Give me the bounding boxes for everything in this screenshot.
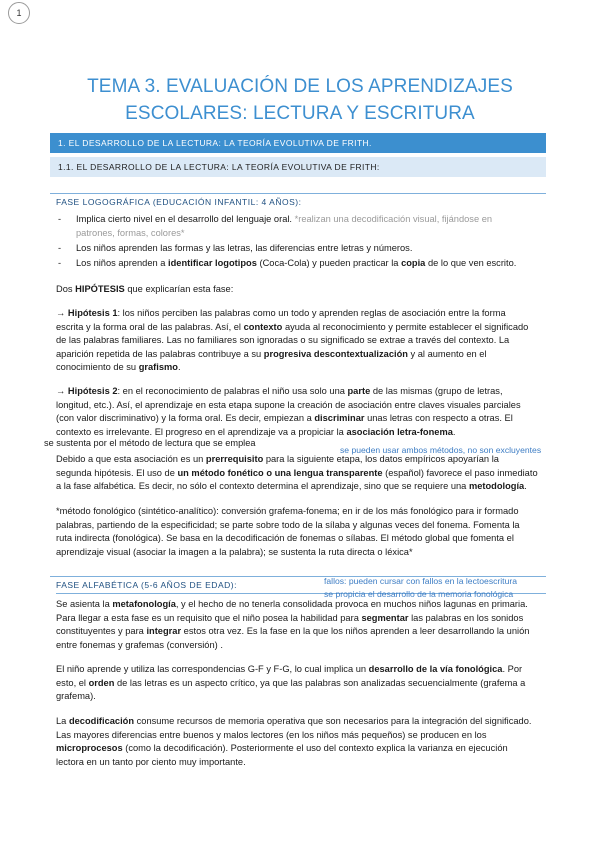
- p5-line-3: [56, 625, 544, 639]
- hip1-line-2-a: escrita y la forma oral de las palabras. Así, el: [56, 321, 241, 332]
- hip2-line-4-bold: asociación letra-fonema: [346, 426, 453, 437]
- hip1-label: Hipótesis 1: [67, 308, 118, 318]
- hip1-line-5-a: conocimiento de su: [56, 362, 137, 373]
- p6-line-1-bold: desarrollo de la vía fonológica: [368, 664, 503, 674]
- paragraph-metafonologia: [56, 598, 544, 652]
- hip2-line-1-bold: parte: [347, 386, 371, 396]
- bullet-3-text-a: Los niños aprenden a: [76, 258, 166, 268]
- document-title-line-2: ESCOLARES: LECTURA Y ESCRITURA: [125, 103, 475, 124]
- fase-logografica-rule-top: [50, 193, 546, 194]
- p3-line-2-c: (español) favorece el paso inmediato: [385, 467, 538, 478]
- p5-line-1: [56, 598, 544, 612]
- hip1-line-2-bold: contexto: [243, 321, 283, 332]
- p3-line-3-a: a la fase alfabética. Es decir, no sólo el contexto determina el aprendizaje, sino que se requiere una: [56, 481, 467, 492]
- hipotesis-intro-c: que explicarían esta fase:: [127, 284, 234, 294]
- p3-line-3-bold: metodología: [468, 481, 525, 492]
- fase-alfabetica-note-memoria: se propicia el desarrollo de la memoria fonológica: [324, 589, 514, 599]
- hip1-line-4: [56, 348, 544, 362]
- paragraph-prerrequisito: [56, 453, 544, 494]
- section-heading-1-text: 1. EL DESARROLLO DE LA LECTURA: LA TEORÍA EVOLUTIVA DE FRITH.: [58, 138, 372, 148]
- bullet-2: - Los niños aprenden las formas y las letras, las diferencias entre letras y números.: [58, 243, 413, 253]
- hip1-line-5-c: .: [177, 362, 181, 373]
- bullet-1-note-cont: patrones, formas, colores*: [76, 228, 185, 238]
- p7-line-3-b: (como la decodificación). Posteriormente el uso del contexto explica la varianza en ejecución: [125, 743, 508, 754]
- p3-line-2: [56, 467, 544, 481]
- margin-note-metodo: se sustenta por el método de lectura que se emplea: [44, 438, 256, 448]
- p7-line-4: lectora en un tanto por ciento muy importante.: [56, 756, 246, 767]
- p6-line-1-c: . Por: [502, 664, 523, 674]
- p5-line-3-c: estos otra vez. Es la fase en la que los niños aprenden a leer desarrollando la unión: [183, 626, 530, 637]
- section-heading-1: [50, 133, 546, 153]
- hip1-line-5-bold: grafismo: [138, 362, 178, 373]
- p7-line-3-bold: microprocesos: [56, 743, 123, 754]
- hip2-line-3-c: unas letras con respecto a otras. El: [367, 413, 513, 424]
- hip1-line-1: [56, 307, 544, 321]
- arrow-icon-2: →: [56, 386, 66, 396]
- fase-alfabetica-note-fallos: fallos: pueden cursar con fallos en la lectoescritura: [324, 576, 517, 586]
- p3-line-1: [56, 453, 544, 467]
- document-title-line-1: TEMA 3. EVALUACIÓN DE LOS APRENDIZAJES: [87, 76, 513, 97]
- p4-line-4: aprendizaje visual (asociar la imagen a la palabra); se sustenta la ruta directa o léxica*: [56, 546, 413, 557]
- hip1-line-3: de las palabras familiares. Las no familiares son ignoradas o su significado se extrae a través del contexto. La: [56, 335, 510, 346]
- p6-line-2-a: esto, el: [56, 677, 86, 688]
- p5-line-3-a: constituyentes y para: [56, 626, 144, 637]
- p7-line-1-a: La: [56, 716, 67, 726]
- bullet-1-text: Implica cierto nivel en el desarrollo del lenguaje oral.: [76, 214, 293, 224]
- p5-line-2-c: las palabras en los sonidos: [411, 612, 524, 623]
- arrow-icon: →: [56, 308, 66, 318]
- p6-line-1: [56, 663, 544, 677]
- bullet-3: - Los niños aprenden a identificar logotipos (Coca-Cola) y pueden practicar la copia de lo que ven escrito.: [58, 258, 517, 268]
- margin-note-ambos-metodos: se pueden usar ambos métodos, no son excluyentes: [340, 445, 542, 455]
- p7-line-2: Las mayores diferencias entre buenos y malos lectores (en los niños más pequeños) se producen en los: [56, 729, 487, 740]
- hip2-line-4-a: contexto es irrelevante. El progreso en el aprendizaje va a propiciar la: [56, 426, 344, 437]
- hip1-line-2-c: ayuda al reconocimiento y permite establecer el significado: [284, 321, 529, 332]
- p4-line-2: palabras, partiendo de la especificidad; se parte sobre todo de la sílaba y algunas veces del fonema. Fomenta la: [56, 519, 520, 530]
- p3-line-2-a: segunda hipótesis. El uso de: [56, 467, 175, 478]
- hip2-line-2: longitud, etc.). Así, el aprendizaje en esta etapa supone la creación de asociación entre claves visuales parciales: [56, 399, 521, 410]
- p5-line-3-bold: integrar: [146, 626, 182, 637]
- hip1-line-4-a: aparición repetida de las palabras contribuye a su: [56, 348, 262, 359]
- hip1-line-4-c: y al aumento en el: [410, 348, 487, 359]
- bullet-3-text-c: de lo que ven escrito.: [427, 258, 517, 268]
- hip1-line-1-text: : los niños perciben las palabras como un todo y aprenden reglas de asociación entre la forma: [117, 308, 506, 318]
- p3-line-1-a: Debido a que esta asociación es un: [56, 454, 204, 464]
- p5-line-2-bold: segmentar: [361, 612, 409, 623]
- p3-line-1-bold: prerrequisito: [205, 454, 264, 464]
- bullet-2-text: Los niños aprenden las formas y las letras, las diferencias entre letras y números.: [76, 243, 413, 253]
- hipotesis-2-paragraph: [56, 385, 544, 439]
- hip2-line-3-bold: discriminar: [314, 413, 365, 424]
- hip1-line-2: [56, 321, 544, 335]
- hip2-line-1: [56, 385, 544, 399]
- p6-line-2-bold: orden: [88, 677, 115, 688]
- p3-line-1-c: para la siguiente etapa, los datos empíricos apoyarían la: [265, 454, 499, 464]
- hip2-line-3: [56, 412, 544, 426]
- p5-line-1-a: Se asienta la: [56, 599, 110, 609]
- paragraph-via-fonologica: [56, 663, 544, 704]
- section-heading-1-1-text: 1.1. EL DESARROLLO DE LA LECTURA: LA TEORÍA EVOLUTIVA DE FRITH:: [58, 162, 380, 172]
- bullet-1-note: *realizan una decodificación visual, fijándose en: [294, 214, 493, 224]
- hip2-label: Hipótesis 2: [67, 386, 118, 396]
- p6-line-2-c: de las letras es un aspecto crítico, ya que las palabras son analizadas secuencialmente (grafema a: [117, 677, 526, 688]
- p5-line-1-bold: metafonología: [112, 599, 176, 609]
- p6-line-2: [56, 677, 544, 691]
- hip1-line-4-bold: progresiva descontextualización: [263, 348, 408, 359]
- paragraph-decodificacion: [56, 715, 544, 769]
- p3-line-3: [56, 480, 544, 494]
- paragraph-metodo-fonologico: [56, 505, 544, 559]
- hip2-line-1-text: : en el reconocimiento de palabras el niño usa solo una: [117, 386, 345, 396]
- hipotesis-1-paragraph: [56, 307, 544, 375]
- fase-logografica-heading: FASE LOGOGRÁFICA (EDUCACIÓN INFANTIL: 4 AÑOS):: [56, 197, 302, 207]
- bullet-3-bold-a: identificar logotipos: [168, 258, 257, 268]
- p4-line-1: *método fonológico (sintético-analítico): conversión grafema-fonema; en ir de los más fonológico para ir formado: [56, 506, 519, 516]
- p5-line-2-a: Para llegar a esta fase es un requisito que el niño posea la habilidad para: [56, 612, 359, 623]
- p5-line-4: entre fonemas y grafemas (conversión) .: [56, 639, 223, 650]
- hip2-line-3-a: (con valor discriminativo) y la forma oral. Es decir, empiezan a: [56, 413, 312, 424]
- p3-line-3-c: .: [524, 481, 527, 492]
- p6-line-3: grafema).: [56, 691, 96, 702]
- hipotesis-intro-b: HIPÓTESIS: [75, 284, 125, 294]
- p6-line-1-a: El niño aprende y utiliza las correspondencias G-F y F-G, lo cual implica un: [56, 664, 367, 674]
- hipotesis-intro: [56, 283, 544, 297]
- p3-line-2-bold: un método fonético o una lengua transparente: [177, 467, 383, 478]
- p5-line-1-c: , y el hecho de no tenerla consolidada provoca en muchos niños lagunas en primaria.: [175, 599, 528, 609]
- p5-line-2: [56, 612, 544, 626]
- p7-line-3: [56, 742, 544, 756]
- hipotesis-intro-a: Dos: [56, 284, 73, 294]
- bullet-3-text-b: (Coca-Cola) y pueden practicar la: [259, 258, 399, 268]
- p7-line-1-bold: decodificación: [68, 716, 135, 726]
- bullet-3-bold-b: copia: [401, 258, 426, 268]
- section-heading-1-1: [50, 157, 546, 177]
- fase-alfabetica-heading: FASE ALFABÉTICA (5-6 AÑOS DE EDAD):: [56, 580, 237, 590]
- p4-line-3: ruta indirecta (fonológica). Se basa en la decodificación de fonemas o sílabas. El método global que fomenta el: [56, 533, 514, 544]
- p7-line-1: [56, 715, 544, 729]
- bullet-1: - Implica cierto nivel en el desarrollo del lenguaje oral. *realizan una decodificación visual, fijándose en: [58, 214, 493, 224]
- hip2-line-1-e: de las mismas (grupo de letras,: [372, 386, 503, 396]
- hip1-line-5: [56, 361, 544, 375]
- p7-line-1-c: consume recursos de memoria operativa que son necesarios para la integración del significado.: [136, 716, 532, 726]
- page-number-badge: 1: [8, 2, 30, 24]
- hip2-line-4-c: .: [452, 426, 456, 437]
